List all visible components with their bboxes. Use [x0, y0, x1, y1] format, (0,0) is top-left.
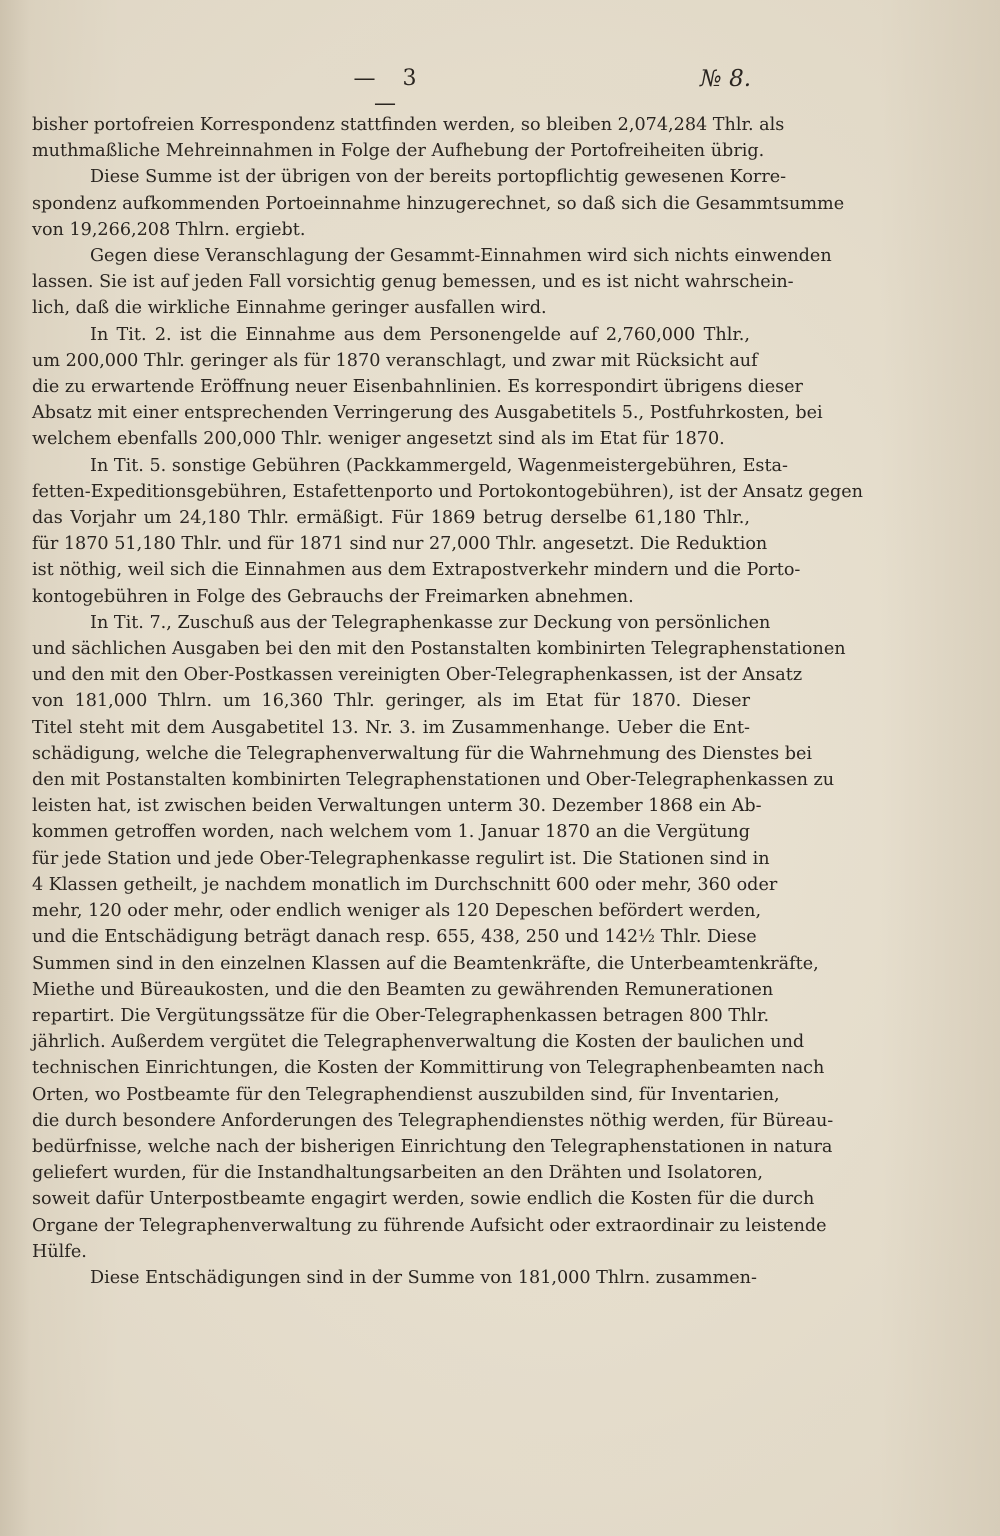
text-line: um 200,000 Thlr. geringer als für 1870 veranschlagt, und zwar mit Rücksicht auf: [32, 350, 758, 371]
body-text: [32, 112, 863, 1291]
text-line: technischen Einrichtungen, die Kosten der Kommittirung von Telegraphenbeamten nach: [32, 1058, 825, 1079]
text-line: muthmaßliche Mehreinnahmen in Folge der Aufhebung der Portofreiheiten übrig.: [32, 141, 765, 162]
text-line: lich, daß die wirkliche Einnahme geringer ausfallen wird.: [32, 298, 547, 319]
text-line: lassen. Sie ist auf jeden Fall vorsichtig genug bemessen, und es ist nicht wahrschein-: [32, 272, 794, 293]
text-line: für 1870 51,180 Thlr. und für 1871 sind nur 27,000 Thlr. angesetzt. Die Reduktion: [32, 534, 768, 555]
text-line: von 19,266,208 Thlrn. ergiebt.: [32, 219, 306, 240]
text-line: bisher portofreien Korrespondenz stattfinden werden, so bleiben 2,074,284 Thlr. als: [32, 115, 785, 135]
text-line: soweit dafür Unterpostbeamte engagirt werden, sowie endlich die Kosten für die durch: [32, 1189, 815, 1210]
text-line: 4 Klassen getheilt, je nachdem monatlich im Durchschnitt 600 oder mehr, 360 oder: [32, 874, 778, 895]
text-line: und die Entschädigung beträgt danach resp. 655, 438, 250 und 142½ Thlr. Diese: [32, 927, 757, 948]
text-line: Gegen diese Veranschlagung der Gesammt-Einnahmen wird sich nichts einwenden: [90, 246, 832, 267]
text-line: Orten, wo Postbeamte für den Telegraphendienst auszubilden sind, für Inventarien,: [32, 1084, 780, 1105]
text-line: jährlich. Außerdem vergütet die Telegraphenverwaltung die Kosten der baulichen und: [32, 1032, 805, 1053]
page-number: — 3 —: [353, 66, 427, 116]
text-line: fetten-Expeditionsgebühren, Estafettenporto und Portokontogebühren), ist der Ansatz gegen: [32, 481, 863, 502]
text-line: Hülfe.: [32, 1241, 87, 1262]
text-line: repartirt. Die Vergütungssätze für die Ober-Telegraphenkassen betragen 800 Thlr.: [32, 1005, 770, 1026]
text-line: und sächlichen Ausgaben bei den mit den Postanstalten kombinirten Telegraphenstationen: [32, 639, 846, 660]
text-line: In Tit. 2. ist die Einnahme aus dem Personengelde auf 2,760,000 Thlr.,: [90, 324, 750, 345]
text-line: geliefert wurden, für die Instandhaltungsarbeiten an den Drähten und Isolatoren,: [32, 1163, 763, 1184]
text-line: Diese Summe ist der übrigen von der bereits portopflichtig gewesenen Korre-: [90, 167, 787, 188]
text-line: In Tit. 5. sonstige Gebühren (Packkammergeld, Wagenmeistergebühren, Esta-: [90, 455, 788, 476]
text-line: das Vorjahr um 24,180 Thlr. ermäßigt. Für 1869 betrug derselbe 61,180 Thlr.,: [32, 508, 750, 529]
text-line: kontogebühren in Folge des Gebrauchs der Freimarken abnehmen.: [32, 586, 634, 607]
text-line: Diese Entschädigungen sind in der Summe von 181,000 Thlrn. zusammen-: [90, 1267, 757, 1288]
text-line: kommen getroffen worden, nach welchem vom 1. Januar 1870 an die Vergütung: [32, 822, 750, 843]
text-line: Absatz mit einer entsprechenden Verringerung des Ausgabetitels 5., Postfuhrkosten, bei: [32, 403, 823, 424]
page-header: [0, 66, 1000, 116]
text-line: Summen sind in den einzelnen Klassen auf die Beamtenkräfte, die Unterbeamtenkräfte,: [32, 953, 819, 974]
text-line: Organe der Telegraphenverwaltung zu führende Aufsicht oder extraordinair zu leistende: [32, 1215, 827, 1236]
text-line: von 181,000 Thlrn. um 16,360 Thlr. geringer, als im Etat für 1870. Dieser: [32, 691, 750, 712]
text-line: leisten hat, ist zwischen beiden Verwaltungen unterm 30. Dezember 1868 ein Ab-: [32, 796, 762, 817]
text-line: und den mit den Ober-Postkassen vereinigten Ober-Telegraphenkassen, ist der Ansatz: [32, 665, 803, 686]
text-line: schädigung, welche die Telegraphenverwaltung für die Wahrnehmung des Dienstes bei: [32, 743, 812, 764]
text-line: mehr, 120 oder mehr, oder endlich weniger als 120 Depeschen befördert werden,: [32, 901, 762, 922]
text-line: die zu erwartende Eröffnung neuer Eisenbahnlinien. Es korrespondirt übrigens dieser: [32, 377, 803, 398]
text-line: die durch besondere Anforderungen des Telegraphendienstes nöthig werden, für Büreau-: [32, 1110, 834, 1131]
text-line: ist nöthig, weil sich die Einnahmen aus dem Extrapostverkehr mindern und die Porto-: [32, 560, 801, 581]
text-line: den mit Postanstalten kombinirten Telegraphenstationen und Ober-Telegraphenkassen zu: [32, 770, 835, 791]
text-line: für jede Station und jede Ober-Telegraphenkasse regulirt ist. Die Stationen sind in: [32, 848, 770, 869]
text-line: Miethe und Büreaukosten, und die den Beamten zu gewährenden Remunerationen: [32, 979, 774, 1000]
text-line: In Tit. 7., Zuschuß aus der Telegraphenkasse zur Deckung von persönlichen: [90, 612, 771, 633]
document-number: № 8.: [700, 66, 752, 92]
text-line: Titel steht mit dem Ausgabetitel 13. Nr. 3. im Zusammenhange. Ueber die Ent-: [32, 717, 750, 738]
text-line: welchem ebenfalls 200,000 Thlr. weniger angesetzt sind als im Etat für 1870.: [32, 429, 725, 450]
text-line: bedürfnisse, welche nach der bisherigen Einrichtung den Telegraphenstationen in natura: [32, 1136, 833, 1157]
text-line: spondenz aufkommenden Portoeinnahme hinzugerechnet, so daß sich die Gesammtsumme: [32, 193, 845, 214]
